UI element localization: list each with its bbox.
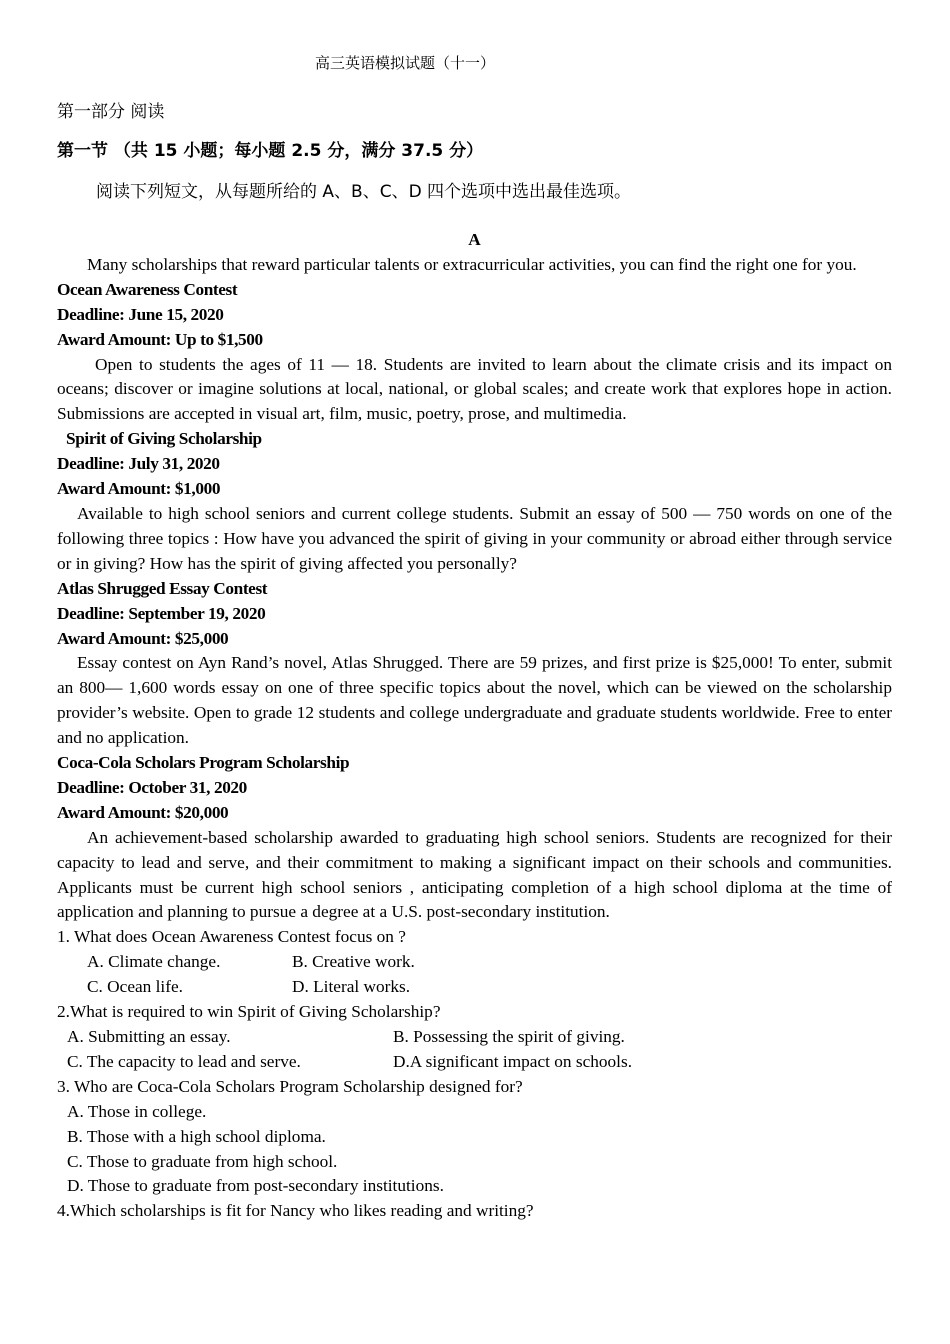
option-row [57, 1025, 892, 1050]
scholarship-deadline: Deadline: July 31, 2020 [57, 454, 220, 474]
scholarship-name: Spirit of Giving Scholarship [66, 429, 262, 449]
scholarship-award: Award Amount: $20,000 [57, 802, 229, 822]
question-stem: 3. Who are Coca-Cola Scholars Program Scholarship designed for? [57, 1076, 523, 1096]
passage-intro: Many scholarships that reward particular talents or extracurricular activities, you can find the right one for you. [87, 254, 857, 274]
passage-label: A [468, 230, 481, 249]
scholarship-description: Essay contest on Ayn Rand’s novel, Atlas Shrugged. There are 59 prizes, and first prize is $25,000! To enter, submit an 800— 1,600 words essay on one of three specific topics about the novel, which can be viewed on the scholarship provider’s website. Open to grade 12 students and college undergraduate and graduate students worldwide. Free to enter and no application. [57, 653, 892, 748]
scholarship-award: Award Amount: $25,000 [57, 628, 229, 648]
section-heading: 第一节 （共 15 小题；每小题 2.5 分，满分 37.5 分） [57, 141, 484, 161]
scholarship-award: Award Amount: Up to $1,500 [57, 329, 263, 349]
scholarship-deadline: Deadline: September 19, 2020 [57, 603, 266, 623]
option-c: C. The capacity to lead and serve. [67, 1051, 301, 1071]
scholarship-name: Atlas Shrugged Essay Contest [57, 578, 268, 598]
question-stem: 4.Which scholarships is fit for Nancy who likes reading and writing? [57, 1201, 534, 1221]
option-c: C. Those to graduate from high school. [67, 1151, 338, 1171]
scholarship-award: Award Amount: $1,000 [57, 479, 221, 499]
option-b: B. Possessing the spirit of giving. [393, 1027, 625, 1046]
scholarship-description: Open to students the ages of 11 — 18. Students are invited to learn about the climate crisis and its impact on oceans; discover or imagine solutions at local, national, or global scales; and create work that explores hope in action. Submissions are accepted in visual art, film, music, poetry, prose, and multimedia. [57, 354, 892, 424]
scholarship-name: Ocean Awareness Contest [57, 279, 238, 299]
scholarship-name: Coca-Cola Scholars Program Scholarship [57, 753, 350, 773]
instruction-text: 阅读下列短文，从每题所给的 A、B、C、D 四个选项中选出最佳选项。 [96, 182, 632, 202]
option-b: B. Those with a high school diploma. [67, 1126, 326, 1146]
option-d: D. Literal works. [292, 977, 411, 997]
scholarship-description: An achievement-based scholarship awarded to graduating high school seniors. Students are recognized for their capacity to lead and serve, and their commitment to making a significant impact on their schools and communities. Applicants must be current high school seniors , anticipating completion of a high school diploma at the time of application and planning to pursue a degree at a U.S. post-secondary institution. [57, 827, 892, 922]
option-row [57, 975, 892, 1000]
option-d: D. Those to graduate from post-secondary institutions. [67, 1176, 444, 1196]
scholarship-deadline: Deadline: October 31, 2020 [57, 777, 247, 797]
option-a: A. Those in college. [67, 1101, 207, 1121]
passage-body [57, 228, 892, 1224]
exam-title: 高三英语模拟试题（十一） [314, 54, 495, 72]
option-row [57, 1050, 892, 1075]
option-a: A. Climate change. [87, 952, 221, 972]
option-c: C. Ocean life. [87, 977, 183, 997]
scholarship-description: Available to high school seniors and current college students. Submit an essay of 500 — 750 words on one of the following three topics : How have you advanced the spirit of giving in your community or abroad either through service or in giving? How has the spirit of giving affected you personally? [57, 503, 892, 573]
scholarship-deadline: Deadline: June 15, 2020 [57, 304, 224, 324]
option-a: A. Submitting an essay. [67, 1027, 231, 1046]
option-row [57, 950, 892, 975]
question-stem: 1. What does Ocean Awareness Contest focus on ? [57, 927, 406, 947]
option-d: D.A significant impact on schools. [393, 1051, 633, 1071]
part-heading: 第一部分 阅读 [57, 102, 165, 122]
option-b: B. Creative work. [292, 952, 415, 972]
question-stem: 2.What is required to win Spirit of Giving Scholarship? [57, 1002, 441, 1022]
